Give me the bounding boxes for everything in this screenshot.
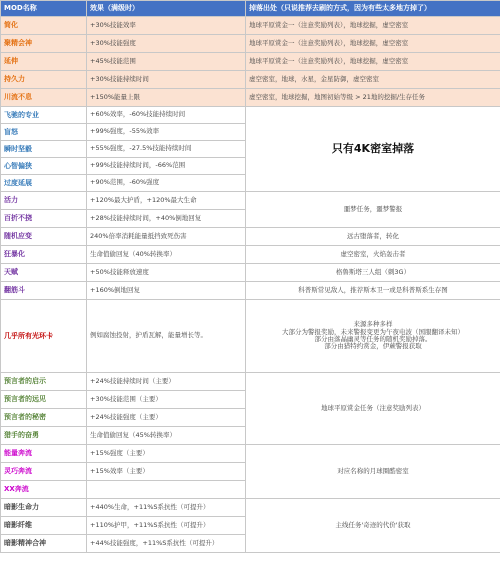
table-row: [1, 499, 500, 517]
mod-name: 暗影纤维: [1, 517, 87, 535]
mod-name: 过度延展: [1, 175, 87, 192]
mod-effect: +110%护甲，+11%S系抗性（可提升）: [87, 517, 246, 535]
mod-effect: +15%效率（主要）: [87, 463, 246, 481]
mod-name: 瞬时坚毅: [1, 141, 87, 158]
mod-name: 简化: [1, 17, 87, 35]
mod-drop: 地球平原赏金一（注意奖励列表），地球挖掘，虚空密室: [246, 53, 500, 71]
mod-effect: +440%生命，+11%S系抗性（可提升）: [87, 499, 246, 517]
mod-name: 飞驰的专业: [1, 107, 87, 124]
table-row: [1, 282, 500, 300]
mod-effect: [87, 481, 246, 499]
aura-line: 部分由猎特约赏金，伊蕨警报获取: [324, 342, 422, 351]
drop-plains-bounty: 地球平原赏金任务（注意奖励列表）: [246, 373, 500, 445]
mod-drop: 远古堕落者，转化: [246, 228, 500, 246]
table-row: [1, 192, 500, 210]
table-row: [1, 107, 500, 124]
mod-name: 预言者的秘密: [1, 409, 87, 427]
mod-name: 猎手的奋勇: [1, 427, 87, 445]
mod-effect: +99%技能持续时间，-66%范围: [87, 158, 246, 175]
mod-effect: +150%能量上限: [87, 89, 246, 107]
table-row: [1, 246, 500, 264]
mod-name: 聚精会神: [1, 35, 87, 53]
mod-drop: 地球平原赏金一（注意奖励列表），地球挖掘，虚空密室: [246, 35, 500, 53]
mod-effect: +15%强度（主要）: [87, 445, 246, 463]
table-row: [1, 373, 500, 391]
mod-effect: 生命值偷回复（40%转换率）: [87, 246, 246, 264]
aura-line: 大部分为警报奖励，未来警报变更为午夜电波（国服翻译未知）: [282, 327, 464, 336]
mod-effect: +60%效率，-60%技能持续时间: [87, 107, 246, 124]
drop-nightmare: 噩梦任务，噩梦警报: [246, 192, 500, 228]
mod-name: XX奔流: [1, 481, 87, 499]
mod-name: 随机应变: [1, 228, 87, 246]
mod-name: 灵巧奔流: [1, 463, 87, 481]
mod-name: 延伸: [1, 53, 87, 71]
mod-drop: 地球平原赏金一（注意奖励列表），地球挖掘，虚空密室: [246, 17, 500, 35]
aura-line: 部分由落晶幽灵等任务的随机奖励掉落。: [314, 335, 432, 343]
mod-effect: 240%倍率消耗能量抵挡致死伤害: [87, 228, 246, 246]
drop-aura-sources: [246, 300, 500, 373]
mod-drop: 科普斯常见敌人，推荐斯本卫一或是科普斯系生存图: [246, 282, 500, 300]
table-row: [1, 17, 500, 35]
mod-effect: +44%技能强度，+11%S系抗性（可提升）: [87, 535, 246, 553]
mod-effect: +99%强度，-55%效率: [87, 124, 246, 141]
table-row: [1, 228, 500, 246]
mod-name: 预言者的启示: [1, 373, 87, 391]
mod-name: 天赋: [1, 264, 87, 282]
mod-drop: 格鲁斯塔三人组（刺3G）: [246, 264, 500, 282]
mod-effect: +24%技能持续时间（主要）: [87, 373, 246, 391]
header-effect: 效果（满级时）: [87, 1, 246, 17]
mod-drop: 虚空密室，地球，水星，金星防御，虚空密室: [246, 71, 500, 89]
drop-quest: 主线任务'奇迹的代价'获取: [246, 499, 500, 553]
mod-effect: +55%强度，-27.5%技能持续时间: [87, 141, 246, 158]
mod-name: 川流不息: [1, 89, 87, 107]
mod-name: 暗影精神合神: [1, 535, 87, 553]
mod-effect: +30%技能效率: [87, 17, 246, 35]
mod-effect: +45%技能范围: [87, 53, 246, 71]
table-row: [1, 35, 500, 53]
mod-name: 预言者的远见: [1, 391, 87, 409]
mod-name: 盲怒: [1, 124, 87, 141]
drop-4k-vault: 只有4K密室掉落: [246, 107, 500, 192]
table-row: [1, 89, 500, 107]
aura-line: 来源多种多样: [353, 320, 393, 329]
mod-effect: +30%技能持续时间: [87, 71, 246, 89]
mod-name: 心智偏狭: [1, 158, 87, 175]
mod-effect: +30%技能范围（主要）: [87, 391, 246, 409]
mod-effect: 例如腐蚀投射，护盾瓦解，能量增长等。: [87, 300, 246, 373]
mod-name: 狂暴化: [1, 246, 87, 264]
table-row: [1, 300, 500, 373]
mod-effect: +30%技能强度: [87, 35, 246, 53]
mod-name: 能量奔流: [1, 445, 87, 463]
mod-drop: 虚空密室，地球挖掘，地图初始等级 > 21地的挖掘/生存任务: [246, 89, 500, 107]
mod-name: 暗影生命力: [1, 499, 87, 517]
header-drop: 掉落出处（只说推荐去刷的方式，因为有些太多地方掉了）: [246, 1, 500, 17]
table-row: [1, 53, 500, 71]
mod-name: 持久力: [1, 71, 87, 89]
mod-effect: +28%技能持续时间，+40%倒地回复: [87, 210, 246, 228]
table-row: [1, 264, 500, 282]
table-row: [1, 71, 500, 89]
mod-name: 百折不挠: [1, 210, 87, 228]
table-header: [1, 1, 500, 17]
drop-moon-vault: 对应名称的月球圈酷密室: [246, 445, 500, 499]
mod-name: 几乎所有光环卡: [1, 300, 87, 373]
mod-effect: +160%倒地回复: [87, 282, 246, 300]
mod-effect: +24%技能强度（主要）: [87, 409, 246, 427]
mod-effect: +120%最大护盾，+120%最大生命: [87, 192, 246, 210]
mod-drop: 虚空密室，火焰轰击者: [246, 246, 500, 264]
mod-effect: +90%范围，-60%强度: [87, 175, 246, 192]
table-row: [1, 445, 500, 463]
mod-effect: 生命值偷回复（45%转换率）: [87, 427, 246, 445]
header-mod: MOD名称: [1, 1, 87, 17]
mod-effect: +50%技能释放速度: [87, 264, 246, 282]
mod-name: 翻筋斗: [1, 282, 87, 300]
mod-name: 活力: [1, 192, 87, 210]
